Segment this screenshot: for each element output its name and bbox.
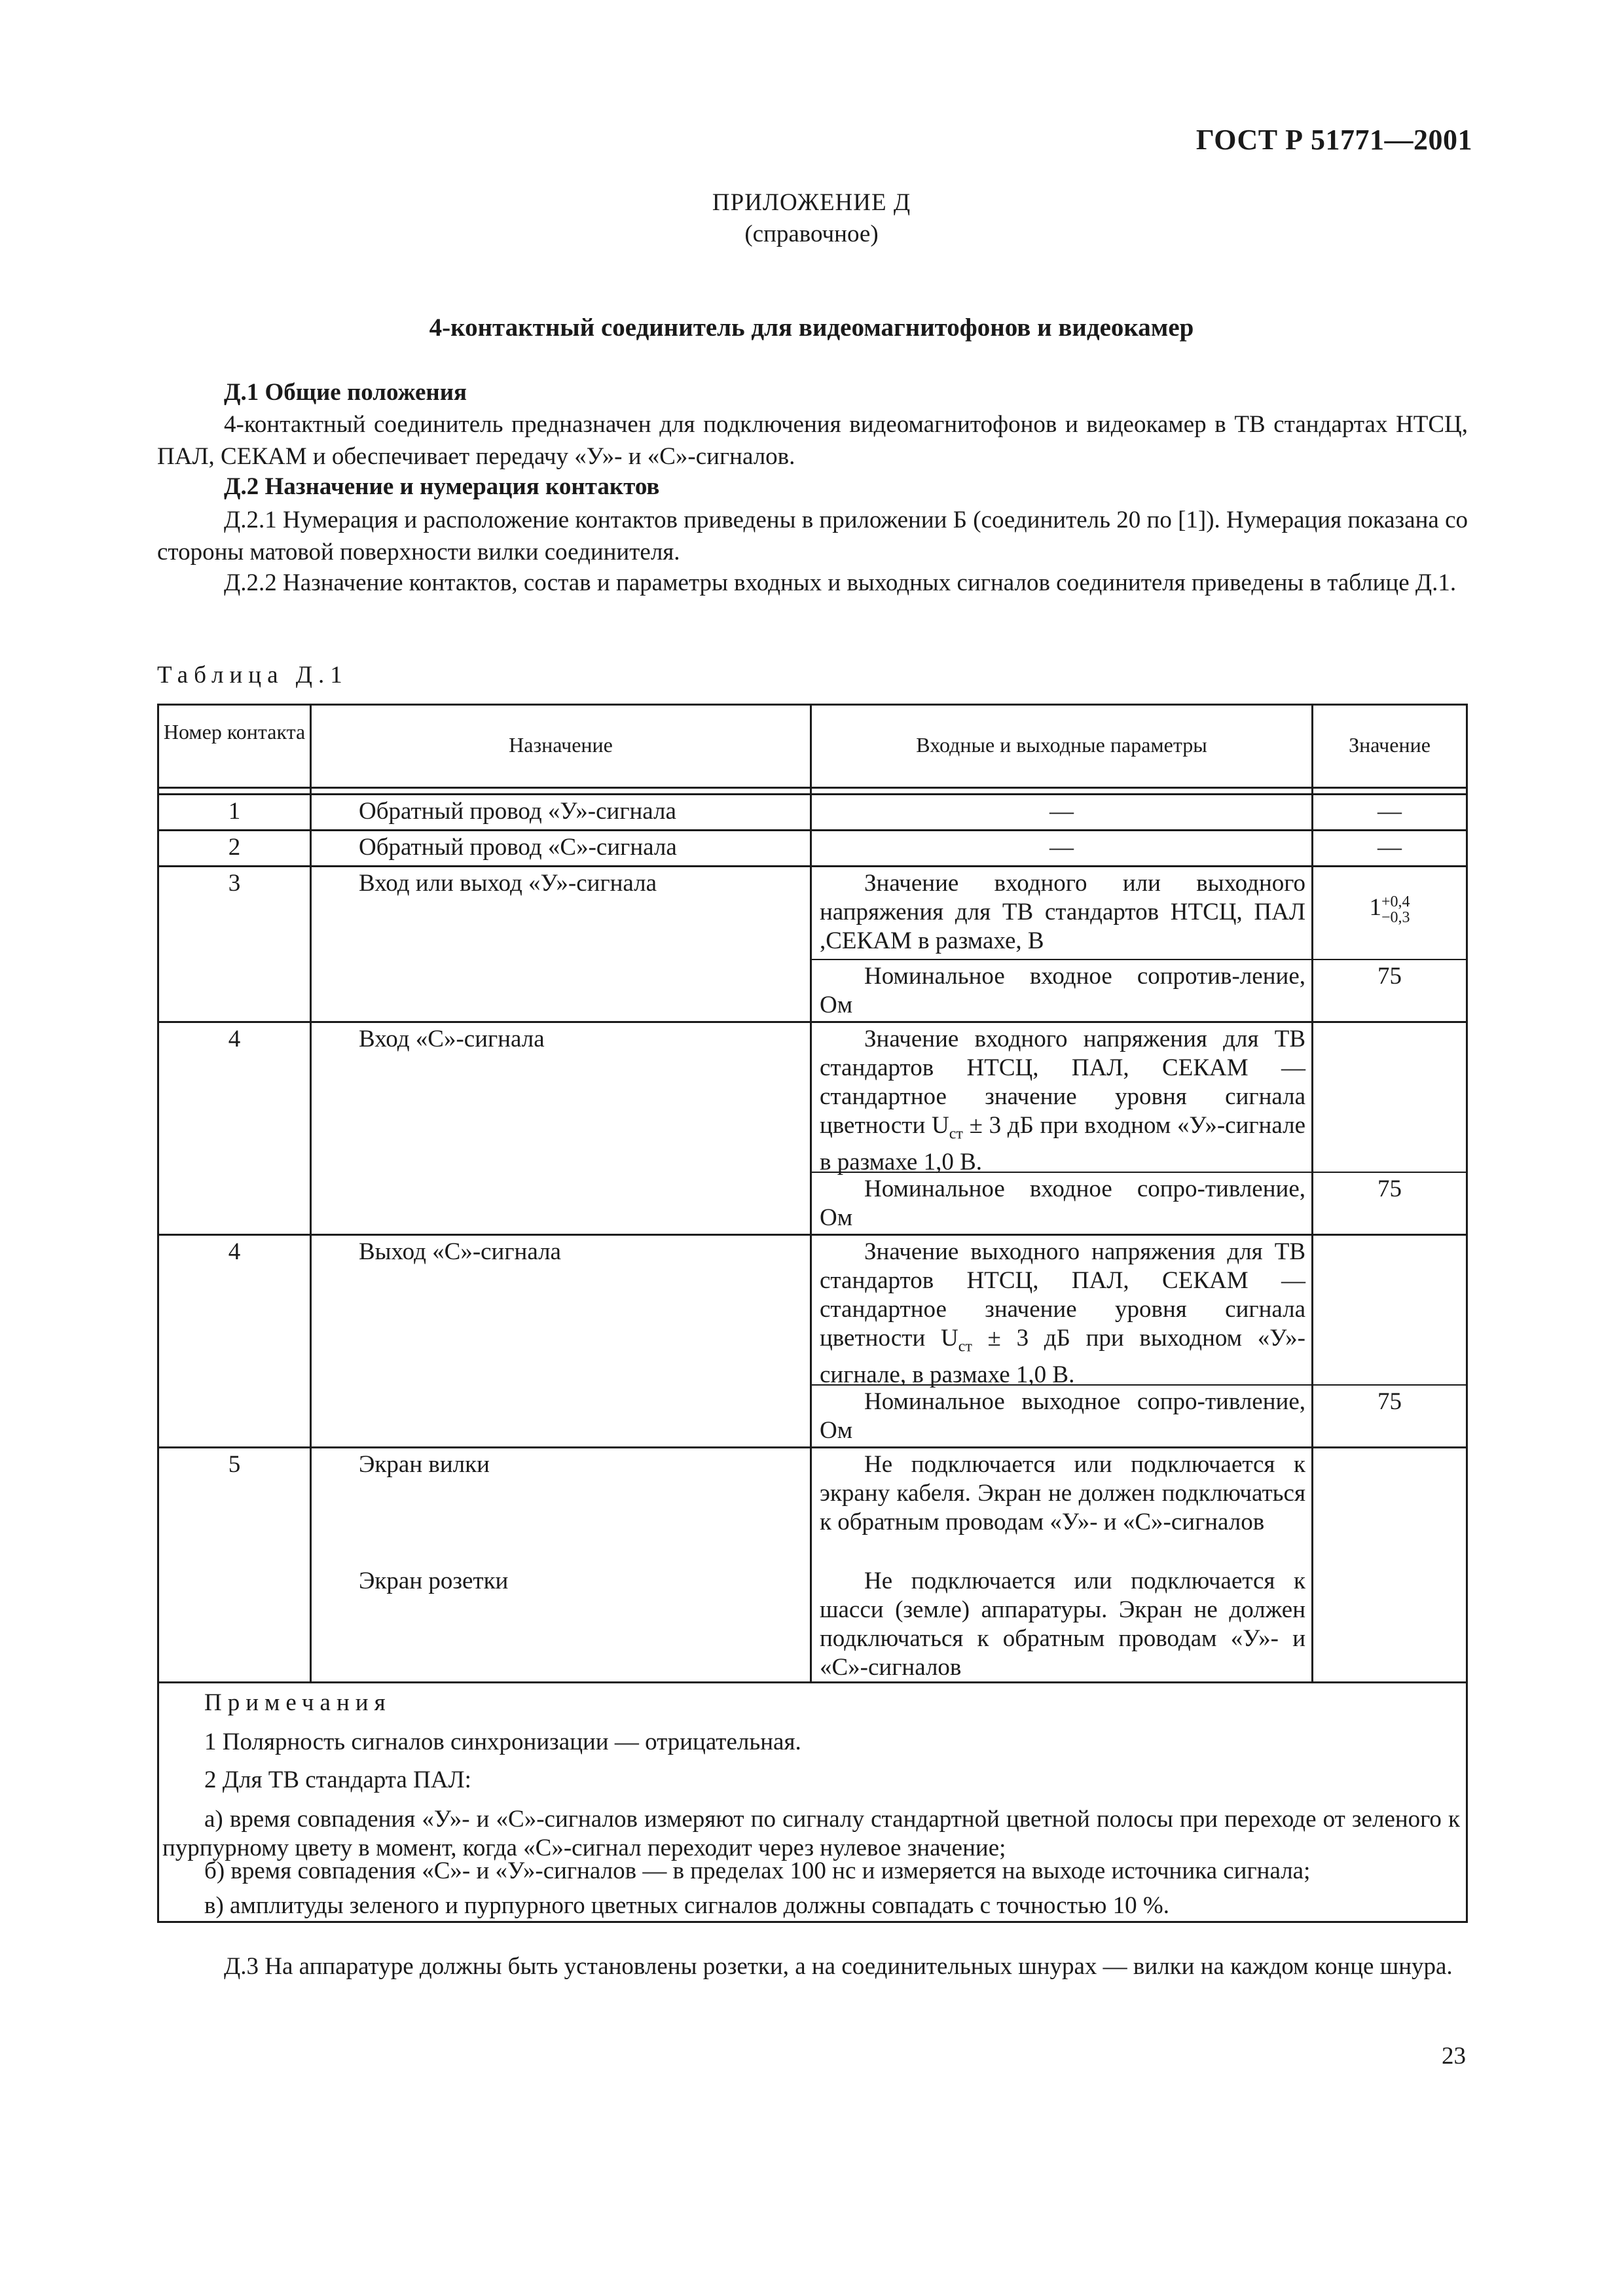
header-value: Значение: [1349, 733, 1431, 757]
appendix-title: ПРИЛОЖЕНИЕ Д: [712, 189, 911, 216]
value-base: 1: [1369, 894, 1381, 921]
table-row-3-param-impedance: Номинальное входное сопротив-ление, Ом: [820, 963, 1305, 1018]
table-row-6-param-socket: Не подключается или подключается к шасси (земле) аппаратуры. Экран не должен подключаться к обратным проводам «У»- и «С»-сигналов: [820, 1568, 1305, 1681]
page-number: 23: [1442, 2043, 1466, 2070]
section-d1-heading: Д.1 Общие положения: [224, 379, 467, 406]
table-row-2-purpose: Обратный провод «С»-сигнала: [359, 834, 677, 861]
table-row-5-number: 4: [228, 1238, 241, 1265]
table-caption: Таблица Д.1: [157, 662, 348, 689]
table-row-2-value: —: [1377, 834, 1402, 861]
note-2: 2 Для ТВ стандарта ПАЛ:: [204, 1767, 471, 1793]
note-2c: в) амплитуды зеленого и пурпурного цветных сигналов должны совпадать с точностью 10 %.: [204, 1892, 1169, 1919]
table-row-2-param: —: [1049, 834, 1074, 861]
table-d1: [157, 704, 1468, 1923]
table-row-1-number: 1: [228, 798, 241, 825]
table-row-3-value-impedance: 75: [1377, 963, 1402, 990]
table-row-5-param-voltage: Значение выходного напряжения для ТВ стандартов НТСЦ, ПАЛ, СЕКАМ — стандартное значение уровня сигнала цветности $U_{ст} \pm 3$ дБ при выходном «У»-сигнале, в размахе 1,0 В.: [820, 1238, 1305, 1389]
appendix-subtitle: (справочное): [744, 221, 879, 247]
table-row-3-value-voltage: [1313, 893, 1466, 925]
table-row-6-param-plug: Не подключается или подключается к экрану кабеля. Экран не должен подключаться к обратным проводам «У»- и «С»-сигналов: [820, 1451, 1305, 1535]
table-row-3-param-voltage: Значение входного или выходного напряжения для ТВ стандартов НТСЦ, ПАЛ ,СЕКАМ в размахе, В: [820, 870, 1305, 954]
section-d2-heading: Д.2 Назначение и нумерация контактов: [224, 473, 660, 500]
table-row-6-purpose-plug: Экран вилки: [359, 1451, 490, 1478]
table-row-1-purpose: Обратный провод «У»-сигнала: [359, 798, 676, 825]
section-d3-text: Д.3 На аппаратуре должны быть установлены розетки, а на соединительных шнурах — вилки на каждом конце шнура.: [224, 1953, 1453, 1980]
table-row-5-param-impedance: Номинальное выходное сопро-тивление, Ом: [820, 1388, 1305, 1444]
section-d21-text: Д.2.1 Нумерация и расположение контактов приведены в приложении Б (соединитель 20 по [1]). Нумерация показана со стороны матовой поверхности вилки соединителя.: [157, 507, 1468, 565]
notes-title: Примечания: [204, 1689, 392, 1716]
table-row-2-number: 2: [228, 834, 241, 861]
section-d22-text: Д.2.2 Назначение контактов, состав и параметры входных и выходных сигналов соединителя приведены в таблице Д.1.: [224, 569, 1457, 596]
table-row-6-purpose-socket: Экран розетки: [359, 1568, 509, 1594]
table-row-6-number: 5: [228, 1451, 241, 1478]
table-row-4-param-impedance: Номинальное входное сопро-тивление, Ом: [820, 1175, 1305, 1231]
standard-number: ГОСТ Р 51771—2001: [1195, 124, 1472, 156]
table-row-4-purpose: Вход «С»-сигнала: [359, 1026, 545, 1052]
table-row-4-value-impedance: 75: [1377, 1175, 1402, 1202]
header-purpose: Назначение: [509, 733, 613, 757]
section-d1-text: 4-контактный соединитель предназначен для подключения видеомагнитофонов и видеокамер в ТВ стандартах НТСЦ, ПАЛ, СЕКАМ и обеспечивает передачу «У»- и «С»-сигналов.: [157, 411, 1468, 470]
table-row-4-param-voltage: Значение входного напряжения для ТВ стандартов НТСЦ, ПАЛ, СЕКАМ — стандартное значение уровня сигнала цветности $U_{ст} \pm 3$ дБ при входном «У»-сигнале в размахе 1,0 В.: [820, 1026, 1305, 1176]
table-row-3-purpose: Вход или выход «У»-сигнала: [359, 870, 657, 897]
note-1: 1 Полярность сигналов синхронизации — отрицательная.: [204, 1729, 801, 1755]
note-2a: а) время совпадения «У»- и «С»-сигналов измеряют по сигналу стандартной цветной полосы при переходе от зеленого к пурпурному цвету в момент, когда «С»-сигнал переходит через нулевое значение;: [162, 1806, 1460, 1861]
header-parameters: Входные и выходные параметры: [916, 733, 1207, 757]
document-title: 4-контактный соединитель для видеомагнитофонов и видеокамер: [429, 314, 1194, 342]
table-row-4-number: 4: [228, 1026, 241, 1052]
header-contact-number: Номер контакта: [163, 720, 306, 744]
table-row-5-purpose: Выход «С»-сигнала: [359, 1238, 561, 1265]
table-row-1-param: —: [1049, 798, 1074, 825]
table-row-3-number: 3: [228, 870, 241, 897]
note-2b: б) время совпадения «С»- и «У»-сигналов — в пределах 100 нс и измеряется на выходе источника сигнала;: [204, 1857, 1311, 1884]
table-row-5-value-impedance: 75: [1377, 1388, 1402, 1415]
value-tolerance: +0,4 −0,3: [1381, 893, 1410, 926]
table-row-1-value: —: [1377, 798, 1402, 825]
